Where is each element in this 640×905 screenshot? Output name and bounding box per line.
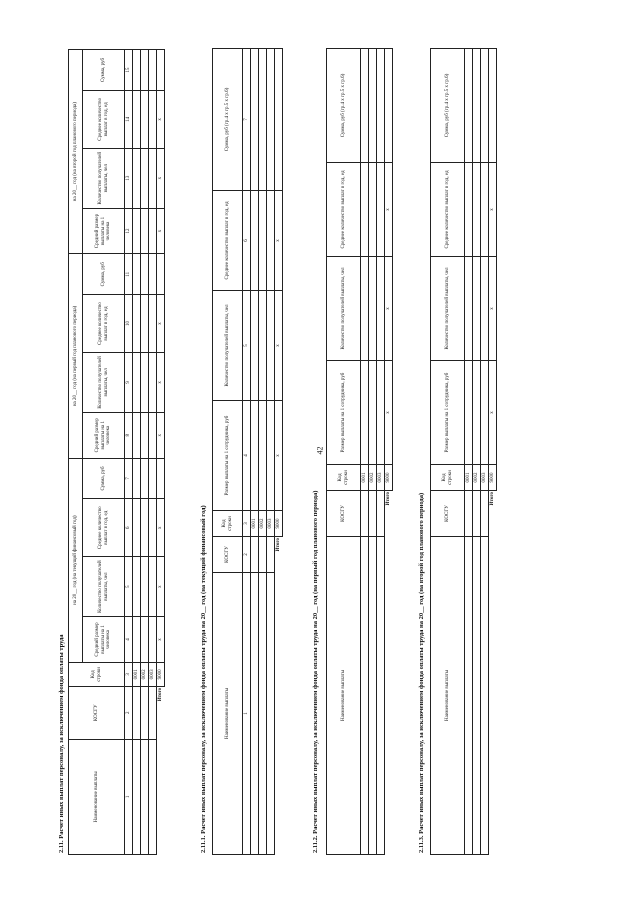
- cell-x: x: [157, 148, 165, 208]
- header-sum: Сумма, руб: [83, 254, 125, 295]
- cell-x: x: [275, 191, 283, 291]
- cell[interactable]: [133, 557, 141, 617]
- cell[interactable]: [133, 254, 141, 295]
- col-number: 2: [243, 537, 251, 573]
- cell-name[interactable]: [141, 739, 149, 854]
- cell[interactable]: [361, 163, 369, 257]
- header-sum: Сумма, руб: [83, 458, 125, 499]
- cell[interactable]: [141, 412, 149, 458]
- cell-total[interactable]: [157, 254, 165, 295]
- table-row: [133, 50, 141, 855]
- header-avg-qty: Среднее количество выплат в год, ед: [83, 295, 125, 353]
- col-number: 5: [243, 291, 251, 401]
- cell[interactable]: [473, 361, 481, 465]
- row-code: 9000: [157, 662, 165, 686]
- header-sum: Сумма, руб (гр.4 х гр.5 х гр.6): [327, 49, 361, 163]
- cell-kosgu[interactable]: [133, 686, 141, 739]
- col-number: 3: [125, 662, 133, 686]
- cell-total[interactable]: [157, 50, 165, 91]
- row-code: 9000: [275, 511, 283, 537]
- cell[interactable]: [473, 257, 481, 361]
- cell[interactable]: [133, 208, 141, 254]
- cell-total[interactable]: [157, 458, 165, 499]
- header-count: Количество получателей выплаты, чел: [83, 557, 125, 617]
- cell[interactable]: [465, 49, 473, 163]
- section-title-2-11: 2.11. Расчет иных выплат персоналу, за исключением фонда оплаты труда: [58, 634, 65, 853]
- cell-x: x: [275, 291, 283, 401]
- cell-name[interactable]: [149, 739, 157, 854]
- cell[interactable]: [369, 361, 377, 465]
- header-count: Количество получателей выплаты, чел: [213, 291, 243, 401]
- cell-x: x: [275, 401, 283, 511]
- cell[interactable]: [133, 90, 141, 148]
- header-code: Код строки: [327, 465, 361, 491]
- cell[interactable]: [481, 257, 489, 361]
- col-number: 13: [125, 148, 133, 208]
- cell-name[interactable]: [251, 573, 259, 855]
- cell-kosgu[interactable]: [465, 491, 473, 537]
- header-code: Код строки: [213, 511, 243, 537]
- cell[interactable]: [141, 90, 149, 148]
- row-code: 0001: [465, 465, 473, 491]
- row-code: 0003: [267, 511, 275, 537]
- cell[interactable]: [149, 617, 157, 663]
- cell[interactable]: [361, 49, 369, 163]
- cell-kosgu[interactable]: [149, 686, 157, 739]
- cell[interactable]: [149, 412, 157, 458]
- cell[interactable]: [133, 352, 141, 412]
- cell[interactable]: [149, 254, 157, 295]
- cell[interactable]: [361, 257, 369, 361]
- header-count: Количество получателей выплаты, чел: [83, 148, 125, 208]
- cell[interactable]: [149, 90, 157, 148]
- row-code: 0002: [141, 662, 149, 686]
- col-number: 8: [125, 412, 133, 458]
- row-code: 0003: [481, 465, 489, 491]
- header-code: Код строки: [69, 662, 125, 686]
- row-code: 0003: [377, 465, 385, 491]
- cell-kosgu[interactable]: [377, 491, 385, 537]
- table-row: [141, 50, 149, 855]
- cell-x: x: [157, 617, 165, 663]
- page-number: 42: [315, 446, 325, 455]
- cell-kosgu[interactable]: [141, 686, 149, 739]
- cell-total[interactable]: [385, 49, 393, 163]
- cell[interactable]: [149, 148, 157, 208]
- col-number: 7: [125, 458, 133, 499]
- header-count: Количество получателей выплаты, чел: [431, 257, 465, 361]
- header-avg-qty: Среднее количество выплат в год, ед: [431, 163, 465, 257]
- row-code: 0003: [149, 662, 157, 686]
- cell[interactable]: [465, 257, 473, 361]
- header-size: Размер выплаты на 1 сотрудника, руб: [213, 401, 243, 511]
- cell[interactable]: [133, 499, 141, 557]
- header-year-second: на 20__ год (на второй год планового периода): [69, 50, 83, 254]
- total-label: Итого: [489, 491, 497, 855]
- cell[interactable]: [465, 163, 473, 257]
- cell[interactable]: [141, 208, 149, 254]
- header-year-current: на 20__ год (на текущий финансовый год): [69, 458, 83, 662]
- cell-x: x: [489, 361, 497, 465]
- header-kosgu: КОСГУ: [213, 537, 243, 573]
- cell[interactable]: [377, 361, 385, 465]
- sub-table-2: [326, 48, 393, 855]
- cell-x: x: [157, 412, 165, 458]
- header-size: Размер выплаты на 1 сотрудника, руб: [431, 361, 465, 465]
- cell[interactable]: [141, 352, 149, 412]
- col-number: 2: [125, 686, 133, 739]
- cell-kosgu[interactable]: [481, 491, 489, 537]
- col-number: 5: [125, 557, 133, 617]
- cell-name[interactable]: [267, 573, 275, 855]
- header-kosgu: КОСГУ: [69, 686, 125, 739]
- table-row: [259, 49, 267, 855]
- cell[interactable]: [133, 148, 141, 208]
- cell-x: x: [157, 295, 165, 353]
- cell-x: x: [157, 90, 165, 148]
- col-number: 1: [125, 739, 133, 854]
- cell[interactable]: [481, 49, 489, 163]
- cell-x: x: [157, 208, 165, 254]
- section-title-2-11-3: 2.11.3. Расчет иных выплат персоналу, за исключением фонда оплаты труда на 20__ год (на второй год планового периода): [418, 492, 425, 853]
- table-row: [149, 50, 157, 855]
- cell[interactable]: [259, 291, 267, 401]
- cell-name[interactable]: [361, 537, 369, 855]
- row-code: 0002: [369, 465, 377, 491]
- cell-name[interactable]: [473, 537, 481, 855]
- cell[interactable]: [141, 254, 149, 295]
- cell[interactable]: [259, 401, 267, 511]
- total-row: [157, 50, 165, 855]
- row-code: 0002: [473, 465, 481, 491]
- cell-name[interactable]: [465, 537, 473, 855]
- row-code: 0001: [251, 511, 259, 537]
- cell-kosgu[interactable]: [267, 537, 275, 573]
- cell[interactable]: [481, 361, 489, 465]
- cell-x: x: [489, 257, 497, 361]
- cell[interactable]: [481, 163, 489, 257]
- header-sum: Сумма, руб (гр.4 х гр.5 х гр.6): [213, 49, 243, 191]
- cell[interactable]: [473, 163, 481, 257]
- total-label: Итого: [385, 491, 393, 855]
- cell[interactable]: [361, 361, 369, 465]
- header-size: Размер выплаты на 1 сотрудника, руб: [327, 361, 361, 465]
- cell-kosgu[interactable]: [251, 537, 259, 573]
- header-code: Код строки: [431, 465, 465, 491]
- cell[interactable]: [149, 499, 157, 557]
- table-row: [267, 49, 275, 855]
- cell[interactable]: [141, 617, 149, 663]
- cell-total[interactable]: [489, 49, 497, 163]
- cell-total[interactable]: [275, 49, 283, 191]
- cell[interactable]: [149, 50, 157, 91]
- cell-x: x: [157, 352, 165, 412]
- cell[interactable]: [133, 412, 141, 458]
- cell[interactable]: [141, 557, 149, 617]
- col-number: 15: [125, 50, 133, 91]
- cell[interactable]: [141, 295, 149, 353]
- cell-name[interactable]: [133, 739, 141, 854]
- header-avg-size: Средний размер выплаты на 1 человека: [83, 208, 125, 254]
- total-row: [275, 49, 283, 855]
- cell-kosgu[interactable]: [361, 491, 369, 537]
- cell[interactable]: [133, 617, 141, 663]
- col-number: 9: [125, 352, 133, 412]
- col-number: 4: [243, 401, 251, 511]
- col-number: 11: [125, 254, 133, 295]
- header-avg-size: Средний размер выплаты на 1 человека: [83, 412, 125, 458]
- col-number: 6: [243, 191, 251, 291]
- cell-x: x: [385, 257, 393, 361]
- sub-table-1: [212, 48, 283, 855]
- cell-name[interactable]: [259, 573, 267, 855]
- cell-kosgu[interactable]: [473, 491, 481, 537]
- cell[interactable]: [267, 49, 275, 191]
- cell-x: x: [157, 499, 165, 557]
- table-row: [481, 49, 489, 855]
- cell[interactable]: [267, 191, 275, 291]
- cell[interactable]: [259, 49, 267, 191]
- cell[interactable]: [377, 163, 385, 257]
- cell-kosgu[interactable]: [369, 491, 377, 537]
- cell[interactable]: [473, 49, 481, 163]
- section-title-2-11-2: 2.11.2. Расчет иных выплат персоналу, за исключением фонда оплаты труда на 20__ год (на первый год планового периода): [312, 490, 319, 853]
- header-name: Наименование выплаты: [431, 537, 465, 855]
- header-sum: Сумма, руб (гр.4 х гр.5 х гр.6): [431, 49, 465, 163]
- col-number: 3: [243, 511, 251, 537]
- total-label: Итого: [275, 537, 283, 855]
- cell-x: x: [385, 163, 393, 257]
- sub-table-3: [430, 48, 497, 855]
- cell[interactable]: [465, 361, 473, 465]
- col-number: 10: [125, 295, 133, 353]
- header-name: Наименование выплаты: [213, 573, 243, 855]
- col-number: 7: [243, 49, 251, 191]
- column-number-row: [125, 50, 133, 855]
- row-code: 9000: [489, 465, 497, 491]
- header-avg-qty: Среднее количество выплат в год, ед: [327, 163, 361, 257]
- header-avg-qty: Среднее количество выплат в год, ед: [83, 90, 125, 148]
- header-avg-size: Средний размер выплаты на 1 человека: [83, 617, 125, 663]
- cell[interactable]: [149, 458, 157, 499]
- header-kosgu: КОСГУ: [327, 491, 361, 537]
- col-number: 12: [125, 208, 133, 254]
- cell[interactable]: [141, 458, 149, 499]
- cell[interactable]: [149, 208, 157, 254]
- table-row: [251, 49, 259, 855]
- row-code: 0002: [259, 511, 267, 537]
- cell[interactable]: [133, 458, 141, 499]
- cell[interactable]: [267, 291, 275, 401]
- row-code: 0001: [361, 465, 369, 491]
- header-name: Наименование выплаты: [69, 739, 125, 854]
- cell-x: x: [385, 361, 393, 465]
- cell[interactable]: [267, 401, 275, 511]
- cell[interactable]: [251, 291, 259, 401]
- total-row: [489, 49, 497, 855]
- table-row: [377, 49, 385, 855]
- header-name: Наименование выплаты: [327, 537, 361, 855]
- cell[interactable]: [141, 148, 149, 208]
- cell-x: x: [157, 557, 165, 617]
- column-number-row: [243, 49, 251, 855]
- total-row: [385, 49, 393, 855]
- table-row: [473, 49, 481, 855]
- cell-name[interactable]: [481, 537, 489, 855]
- cell[interactable]: [251, 191, 259, 291]
- header-kosgu: КОСГУ: [431, 491, 465, 537]
- total-label: Итого: [157, 686, 165, 854]
- row-code: 9000: [385, 465, 393, 491]
- cell[interactable]: [369, 49, 377, 163]
- cell[interactable]: [369, 163, 377, 257]
- table-row: [361, 49, 369, 855]
- cell[interactable]: [149, 352, 157, 412]
- header-count: Количество получателей выплаты, чел: [83, 352, 125, 412]
- header-avg-qty: Среднее количество выплат в год, ед: [83, 499, 125, 557]
- cell-kosgu[interactable]: [259, 537, 267, 573]
- row-code: 0001: [133, 662, 141, 686]
- col-number: 14: [125, 90, 133, 148]
- col-number: 4: [125, 617, 133, 663]
- header-avg-qty: Среднее количество выплат в год, ед: [213, 191, 243, 291]
- table-row: [465, 49, 473, 855]
- cell[interactable]: [149, 557, 157, 617]
- cell[interactable]: [133, 295, 141, 353]
- cell[interactable]: [369, 257, 377, 361]
- header-sum: Сумма, руб: [83, 50, 125, 91]
- cell[interactable]: [377, 49, 385, 163]
- cell-name[interactable]: [369, 537, 377, 855]
- table-row: [369, 49, 377, 855]
- col-number: 1: [243, 573, 251, 855]
- cell[interactable]: [377, 257, 385, 361]
- header-year-first: на 20__ год (на первый год планового периода): [69, 254, 83, 458]
- cell[interactable]: [141, 50, 149, 91]
- cell[interactable]: [141, 499, 149, 557]
- cell[interactable]: [149, 295, 157, 353]
- cell[interactable]: [259, 191, 267, 291]
- cell[interactable]: [251, 401, 259, 511]
- cell[interactable]: [251, 49, 259, 191]
- cell-name[interactable]: [377, 537, 385, 855]
- header-count: Количество получателей выплаты, чел: [327, 257, 361, 361]
- cell[interactable]: [133, 50, 141, 91]
- main-table: [68, 49, 165, 855]
- section-title-2-11-1: 2.11.1. Расчет иных выплат персоналу, за исключением фонда оплаты труда на 20__ год (на текущий финансовый год): [200, 505, 207, 853]
- col-number: 6: [125, 499, 133, 557]
- cell-x: x: [489, 163, 497, 257]
